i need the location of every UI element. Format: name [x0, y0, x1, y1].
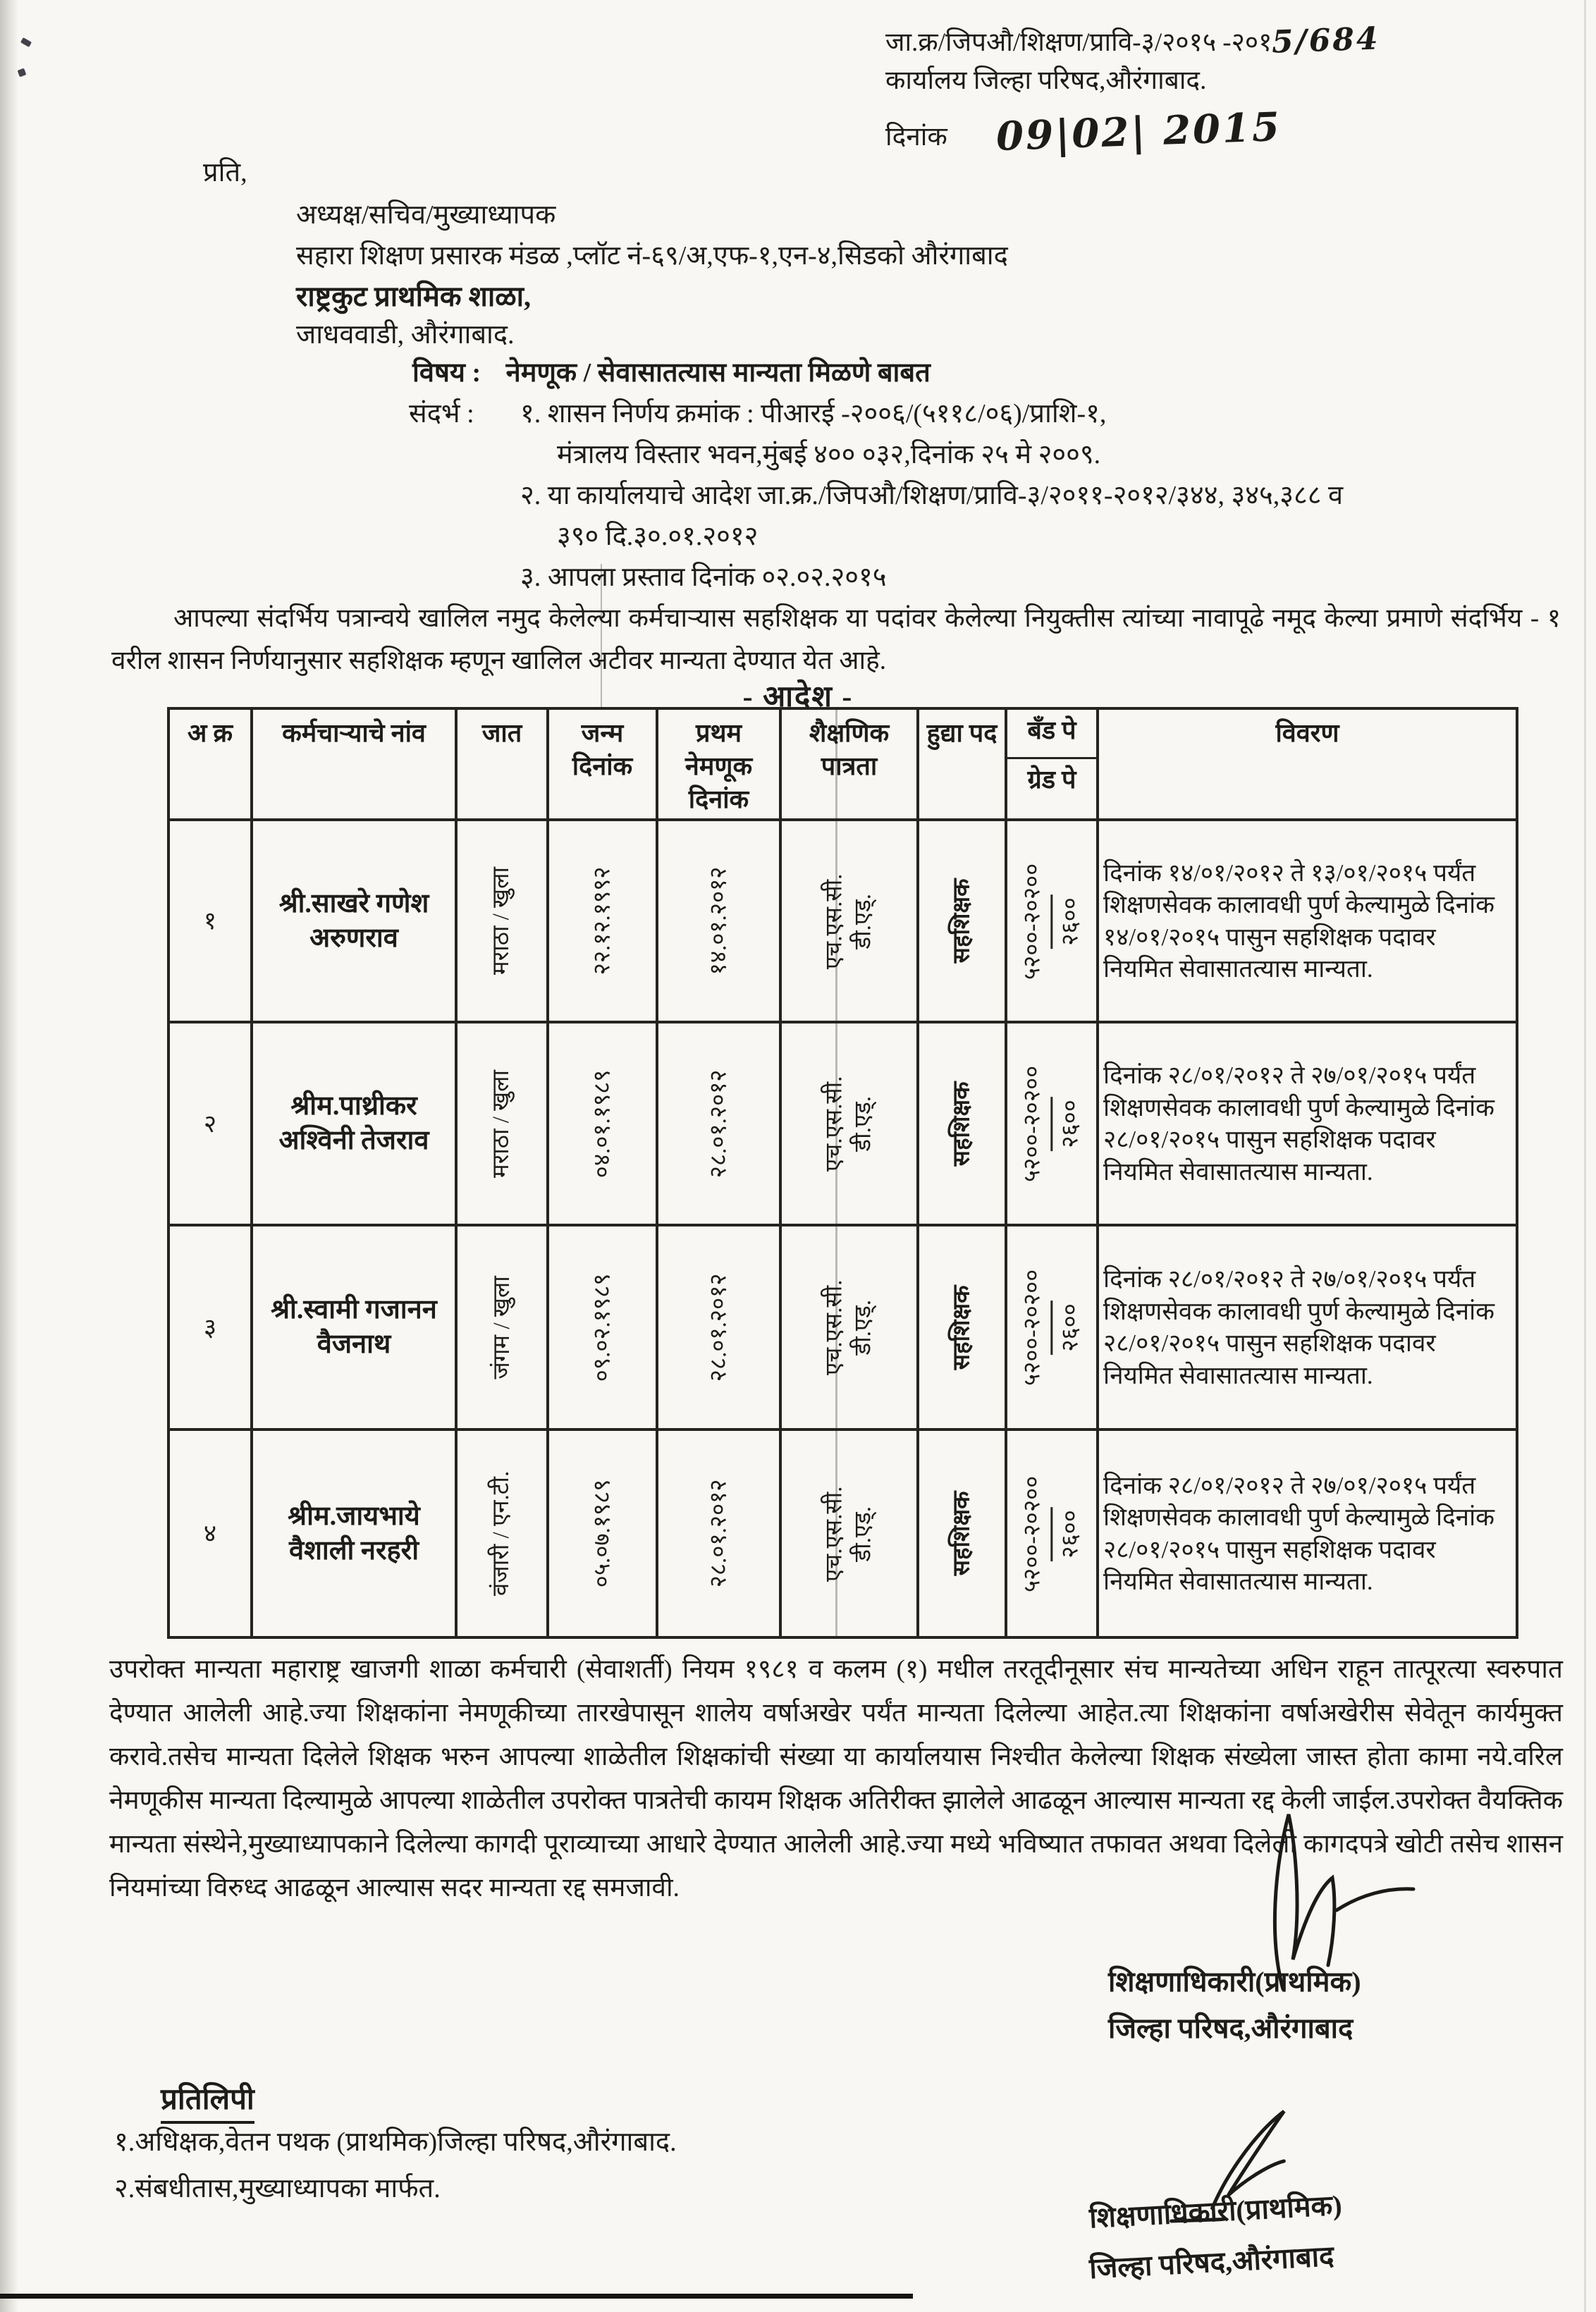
qualification-vertical-text [820, 1076, 878, 1172]
reference-item-2-cont: ३९० दि.३०.०१.२०१२ [557, 522, 759, 551]
cell-details: दिनांक २८/०१/२०१२ ते २७/०१/२०१५ पर्यंत शिक्षणसेवक कालावधी पुर्ण केल्यामुळे दिनांक २८/०१/२०१५ पासुन सहशिक्षक पदावर नियमित सेवासातत्यास मान्यता. [1098, 1225, 1517, 1429]
date-label: दिनांक [885, 123, 947, 152]
addressee-school-name: राष्ट्रकुट प्राथमिक शाळा, [296, 281, 531, 312]
cell-qualification [780, 1022, 918, 1225]
subject-line [412, 357, 931, 391]
header-first-appointment: प्रथम नेमणूक दिनांक [657, 708, 780, 820]
cell-sr: ३ [168, 1225, 252, 1429]
qualification-vertical-text [820, 1280, 878, 1375]
cell-first-appointment [657, 1225, 780, 1429]
cell-name: श्री.साखरे गणेश अरुणराव [252, 820, 456, 1022]
qualification-vertical-text [820, 873, 878, 969]
qualification-line-2: डी.एड्. [850, 893, 876, 949]
band-pay-value: ५२००-२०२०० [1019, 863, 1045, 980]
dob-vertical-text: ०९.०२.१९८९ [589, 1273, 615, 1382]
post-vertical-text: सहशिक्षक [949, 1491, 975, 1576]
scan-artifact [18, 68, 27, 78]
header-post: हुद्या पद [918, 708, 1006, 820]
header-band-grade-pay [1006, 708, 1098, 820]
header-name: कर्मचाऱ्याचे नांव [252, 708, 456, 820]
cell-qualification [780, 1429, 918, 1637]
post-vertical-text: सहशिक्षक [949, 1285, 975, 1370]
signatory-office-1: जिल्हा परिषद,औरंगाबाद [1108, 2012, 1353, 2044]
qualification-vertical-text [820, 1486, 878, 1581]
cell-first-appointment [657, 820, 780, 1022]
cell-post [918, 1429, 1006, 1637]
addressee-line-4: जाधववाडी, औरंगाबाद. [296, 320, 515, 350]
dob-vertical-text: २२.१२.१९९२ [589, 866, 615, 976]
reference-item-1: १. शासन निर्णय क्रमांक : पीआरई -२००६/(५११८/०६)/प्राशि-१, [520, 399, 1107, 429]
scan-artifact [20, 37, 32, 47]
date-handwritten: 09|02| 2015 [995, 103, 1283, 161]
addressee-line-2: सहारा शिक्षण प्रसारक मंडळ ,प्लॉट नं-६९/अ,एफ-१,एन-४,सिडको औरंगाबाद [296, 241, 1008, 271]
table-row [168, 820, 1517, 1022]
cell-details: दिनांक १४/०१/२०१२ ते १३/०१/२०१५ पर्यंत शिक्षणसेवक कालावधी पुर्ण केल्यामुळे दिनांक १४/०१/२०१५ पासुन सहशिक्षक पदावर नियमित सेवासातत्यास मान्यता. [1098, 820, 1517, 1022]
table-header-row [168, 708, 1517, 820]
band-grade-vertical-text [1018, 1063, 1086, 1185]
cell-dob [548, 820, 657, 1022]
cell-qualification [780, 820, 918, 1022]
qualification-line-1: एच.एस.सी. [821, 873, 847, 969]
reference-item-1-cont: मंत्रालय विस्तार भवन,मुंबई ४०० ०३२,दिनांक २५ मे २००९. [557, 440, 1101, 469]
cell-sr: २ [168, 1022, 252, 1225]
reference-item-3: ३. आपला प्रस्ताव दिनांक ०२.०२.२०१५ [520, 562, 887, 592]
table-row [168, 1225, 1517, 1429]
qualification-line-2: डी.एड्. [850, 1300, 876, 1355]
cell-band-grade-pay [1006, 1429, 1098, 1637]
cell-caste [456, 820, 548, 1022]
copies-heading: प्रतिलिपी [161, 2078, 254, 2124]
body-paragraph: आपल्या संदर्भिय पत्रान्वये खालिल नमुद केलेल्या कर्मचाऱ्यास सहशिक्षक या पदांवर केलेल्या नियुक्तीस त्यांच्या नावापूढे नमूद केल्या प्रमाणे संदर्भिय - १ वरील शासन निर्णयानुसार सहशिक्षक म्हणून खालिल अटीवर मान्यता देण्यात येत आहे. [111, 604, 1561, 675]
subject-text: नेमणूक / सेवासातत्यास मान्यता मिळणे बाबत [505, 358, 931, 388]
header-sr: अ क्र [168, 708, 252, 820]
subject-label: विषय : [412, 358, 481, 388]
dob-vertical-text: ०५.०७.१९८९ [589, 1479, 615, 1588]
caste-vertical-text: वंजारी / एन.टी. [489, 1471, 515, 1597]
copies-heading-wrap [161, 2078, 254, 2124]
cell-name: श्री.स्वामी गजानन वैजनाथ [252, 1225, 456, 1429]
band-grade-vertical-text [1018, 860, 1086, 982]
reference-number-handwritten: 5/684 [1271, 20, 1381, 61]
post-vertical-text: सहशिक्षक [949, 1081, 975, 1167]
cell-sr: १ [168, 820, 252, 1022]
cell-band-grade-pay [1006, 820, 1098, 1022]
cell-qualification [780, 1225, 918, 1429]
order-heading: - आदेश - [742, 681, 854, 713]
band-grade-vertical-text [1018, 1472, 1086, 1594]
qualification-line-1: एच.एस.सी. [821, 1279, 847, 1376]
cell-first-appointment [657, 1022, 780, 1225]
order-table [167, 707, 1518, 1639]
reference-label: संदर्भ : [409, 399, 474, 429]
reference-number-line [885, 21, 1380, 60]
cell-dob [548, 1429, 657, 1637]
cell-details: दिनांक २८/०१/२०१२ ते २७/०१/२०१५ पर्यंत शिक्षणसेवक कालावधी पुर्ण केल्यामुळे दिनांक २८/०१/२०१५ पासुन सहशिक्षक पदावर नियमित सेवासातत्यास मान्यता. [1098, 1022, 1517, 1225]
qualification-line-1: एच.एस.सी. [821, 1076, 847, 1172]
qualification-line-1: एच.एस.सी. [821, 1486, 847, 1582]
date-line [885, 103, 1283, 161]
cell-name: श्रीम.जायभाये वैशाली नरहरी [252, 1429, 456, 1637]
cell-details: दिनांक २८/०१/२०१२ ते २७/०१/२०१५ पर्यंत शिक्षणसेवक कालावधी पुर्ण केल्यामुळे दिनांक २८/०१/२०१५ पासुन सहशिक्षक पदावर नियमित सेवासातत्यास मान्यता. [1098, 1429, 1517, 1637]
grade-pay-value: २६०० [1051, 1097, 1086, 1151]
office-name-line: कार्यालय जिल्हा परिषद,औरंगाबाद. [885, 66, 1207, 95]
qualification-line-2: डी.एड्. [850, 1096, 876, 1152]
caste-vertical-text: मराठा / खुला [489, 867, 515, 976]
reference-number-printed: जा.क्र/जिपऔ/शिक्षण/प्रावि-३/२०१५ -२०१ [885, 28, 1272, 57]
post-vertical-text: सहशिक्षक [949, 878, 975, 964]
grade-pay-value: २६०० [1051, 1507, 1086, 1561]
header-dob: जन्म दिनांक [548, 708, 657, 820]
copy-item-2: २.संबधीतास,मुख्याध्यापका मार्फत. [114, 2174, 441, 2203]
band-grade-vertical-text [1018, 1267, 1086, 1389]
cell-caste [456, 1225, 548, 1429]
header-grade-pay: ग्रेड पे [1007, 757, 1096, 801]
cell-post [918, 1225, 1006, 1429]
scan-edge-shadow-right [1584, 0, 1586, 2312]
table-row [168, 1429, 1517, 1637]
band-pay-value: ५२००-२०२०० [1019, 1269, 1045, 1386]
cell-sr: ४ [168, 1429, 252, 1637]
addressee-line-1: अध्यक्ष/सचिव/मुख्याध्यापक [296, 200, 556, 230]
caste-vertical-text: जंगम / खुला [489, 1276, 515, 1379]
qualification-line-2: डी.एड्. [850, 1506, 876, 1562]
cell-name: श्रीम.पाथ्रीकर अश्विनी तेजराव [252, 1022, 456, 1225]
first-appointment-vertical-text: २८.०१.२०१२ [706, 1479, 732, 1588]
salutation: प्रति, [203, 158, 247, 187]
copy-item-1: १.अधिक्षक,वेतन पथक (प्राथमिक)जिल्हा परिषद,औरंगाबाद. [114, 2127, 677, 2157]
cell-band-grade-pay [1006, 1022, 1098, 1225]
band-pay-value: ५२००-२०२०० [1019, 1475, 1045, 1592]
closing-paragraph: उपरोक्त मान्यता महाराष्ट्र खाजगी शाळा कर्मचारी (सेवाशर्ती) नियम १९८१ व कलम (१) मधील तरतूदीनूसार संच मान्यतेच्या अधिन राहून तात्पूरत्या स्वरुपात देण्यात आलेली आहे.ज्या शिक्षकांना नेमणूकीच्या तारखेपासून शालेय वर्षाअखेर पर्यंत मान्यता दिलेल्या आहेत.त्या शिक्षकांना वर्षाअखेरीस सेवेतून कार्यमुक्त करावे.तसेच मान्यता दिलेले शिक्षक भरुन आपल्या शाळेतील शिक्षकांची संख्या या कार्यालयास निश्चीत केलेल्या शिक्षक संख्येला जास्त होता कामा नये.वरिल नेमणूकीस मान्यता दिल्यामुळे आपल्या शाळेतील उपरोक्त पात्रतेची कायम शिक्षक अतिरीक्त झालेले आढळून आल्यास मान्यता रद्द केली जाईल.उपरोक्त वैयक्तिक मान्यता संस्थेने,मुख्याध्यापकाने दिलेल्या कागदी पूराव्याच्या आधारे देण्यात आलेली आहे.ज्या मध्ये भविष्यात तफावत अथवा दिलेली कागदपत्रे खोटी तसेच शासन नियमांच्या विरुध्द आढळून आल्यास सदर मान्यता रद्द समजावी. [109, 1655, 1563, 1902]
table-row [168, 1022, 1517, 1225]
signatory-designation-2: शिक्षणाधिकारी(प्राथमिक) [1088, 2189, 1343, 2234]
cell-post [918, 1022, 1006, 1225]
scan-bottom-edge-line [0, 2294, 913, 2299]
grade-pay-value: २६०० [1051, 1300, 1086, 1355]
signatory-office-2: जिल्हा परिषद,औरंगाबाद [1088, 2239, 1335, 2285]
cell-band-grade-pay [1006, 1225, 1098, 1429]
header-details: विवरण [1098, 708, 1517, 820]
header-qualification: शैक्षणिक पात्रता [780, 708, 918, 820]
first-appointment-vertical-text: २८.०१.२०१२ [706, 1273, 732, 1382]
caste-vertical-text: मराठा / खुला [489, 1069, 515, 1178]
signatory-designation-1: शिक्षणाधिकारी(प्राथमिक) [1108, 1966, 1361, 1998]
cell-caste [456, 1022, 548, 1225]
grade-pay-value: २६०० [1051, 894, 1086, 949]
first-appointment-vertical-text: २८.०१.२०१२ [706, 1069, 732, 1179]
header-caste: जात [456, 708, 548, 820]
first-appointment-vertical-text: १४.०१.२०१२ [706, 866, 732, 976]
cell-post [918, 820, 1006, 1022]
header-band-pay: बँड पे [1027, 716, 1076, 744]
cell-dob [548, 1022, 657, 1225]
dob-vertical-text: ०४.०१.१९८९ [589, 1069, 615, 1179]
reference-item-2: २. या कार्यालयाचे आदेश जा.क्र./जिपऔ/शिक्षण/प्रावि-३/२०११-२०१२/३४४, ३४५,३८८ व [520, 481, 1344, 510]
cell-caste [456, 1429, 548, 1637]
band-pay-value: ५२००-२०२०० [1019, 1065, 1045, 1183]
scan-edge-shadow-left [0, 0, 18, 2312]
cell-dob [548, 1225, 657, 1429]
cell-first-appointment [657, 1429, 780, 1637]
